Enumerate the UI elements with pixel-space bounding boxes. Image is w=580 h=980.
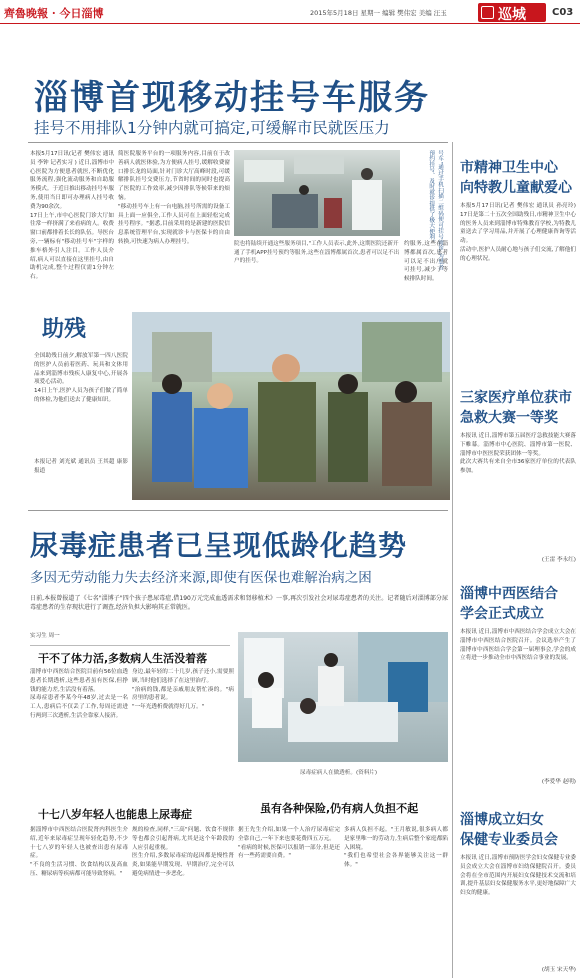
sidebar-headline-2: 三家医疗单位获市 急救大赛一等奖 bbox=[460, 390, 572, 426]
divider bbox=[28, 142, 448, 143]
assist-body: 全国助残日前夕,解放军第一四八医院的医护人员前着医药、玩具和文体用品来到淄博市残疾人康复中心,开展各项爱心活动。 14日上午,医护人员为孩子们做了简单的体检,为他们送去了健康知识。 bbox=[34, 353, 128, 403]
lead-subheadline: 挂号不用排队1分钟内就可搞定,可缓解市民就医压力 bbox=[34, 119, 390, 137]
photo-side-caption: 号车"通过手机扫描二维码便可挂号就诊,为患者预约挂号、及时就诊提供了极大便利。 bbox=[428, 150, 443, 270]
sidebar-credit-3: (李爱华 赵明) bbox=[541, 779, 576, 785]
section-icon bbox=[481, 6, 494, 19]
uremia-subheading-1: 干不了体力活,多数病人生活没着落 bbox=[38, 652, 208, 665]
sidebar-headline-4: 淄博成立妇女 保健专业委员会 bbox=[460, 812, 558, 848]
uremia-column-c: 据淄博市中西医结合医院肾内科医生介绍,近年来尿毒症呈现年轻化趋势,不少十七八岁的年轻人也被查出患有尿毒症。 "不良的生活习惯、饮食结构以及高血压、糖尿病等疾病都可能导致肾病。" bbox=[30, 827, 128, 877]
assist-heading: 助残 bbox=[42, 317, 87, 342]
sidebar-headline-3: 淄博中西医结合 学会正式成立 bbox=[460, 586, 558, 622]
sidebar-body-1: 本报5月17日讯(记者 樊伟宏 通讯员 孙亮玲) 17日是第二十五次全国助残日,市精神卫生中心的医务人员来到淄博市特殊教育学校,为特教儿童送去了学习用品,并开展了心理健康咨询等活动。 活动中,医护人员耐心地与孩子们交流,了解他们的心理状况。 bbox=[460, 203, 576, 262]
uremia-column-d: 规的检查,同样,"三高"问题、饮食不规律等也都会引起肾病,尤其是这个年龄段的人应引起重视。 医生介绍,多数尿毒症的起因都是慢性肾炎,如果能早期发现、早期治疗,完全可以避免病情进一步恶化。 bbox=[132, 827, 234, 877]
assist-credit: 本报记者 刘光斌 通讯员 王其超 康影报道 bbox=[34, 459, 128, 474]
sidebar-credit-2: (王雷 李永红) bbox=[541, 557, 576, 563]
dateline: 2015年5月18日 星期一 编辑 樊伟宏 美编 汪玉 bbox=[310, 9, 447, 17]
uremia-column-a: 淄博市中西医结合医院目前有56位血透患者长期透析,这些患者虽有医保,但挣钱的能力差,生活没有着落。 尿毒症患者李某今年48岁,过去是一名工人,患病后不仅丢了工作,每周还需进行两到三次透析,生活全靠家人接济。 bbox=[30, 669, 128, 719]
sidebar-body-3: 本报讯 近日,淄博市中西医结合学会成立大会在淄博市中西医结合医院召开。会议选举产生了淄博市中西医结合学会第一届理事会,学会的成立将进一步推动全市中西医结合事业的发展。 bbox=[460, 629, 576, 662]
uremia-headline: 尿毒症患者已呈现低龄化趋势 bbox=[30, 529, 408, 562]
dialysis-photo-caption: 尿毒症病人在做透析。(资料片) bbox=[300, 770, 378, 776]
uremia-column-e: 据王先生介绍,如果一个人治疗尿毒症完全靠自己,一年下来也要花费四五万元。 "看病的时候,医保可以报销一部分,但是还有一些药需要自费。" bbox=[238, 827, 340, 860]
sidebar-divider bbox=[452, 142, 453, 978]
mobile-registration-photo bbox=[234, 150, 400, 236]
divider bbox=[30, 645, 230, 646]
lead-column-1: 本报5月17日讯(记者 樊伟宏 通讯员 李钟 记者实习 ) 近日,淄博市中心医院为方便患者就医,不断优化服务流程,强化流动服务和自助服务模式。于近日推出移动挂号车服务,使用当日即可办理病人挂号收费为90余次。 17日上午,市中心医院门诊大厅如往常一样挤满了来看病的人。收费窗口前都排着长长的队伍。导医台旁,一辆标有"移动挂号车"字样的推车格外引人注目。工作人员介绍,病人可以直接在这里挂号,由自助机完成,整个过程仅需1分钟左右。 bbox=[30, 151, 114, 281]
uremia-byline: 实习生 周一 bbox=[30, 633, 60, 639]
lead-headline: 淄博首现移动挂号车服务 bbox=[34, 78, 430, 118]
uremia-intro: 日前,本报曾报道了《七名"淄博子"四个孩子患尿毒症,借190万元完成血透需求和肾移植术》一事,再次引发社会对尿毒症患者的关注。记者随后对淄博部分尿毒症患者的生存现状进行了调查,经济负担大影响其正常就医。 bbox=[30, 595, 448, 611]
photo-caption: 院也将陆续开通这些服务项目,"工作人员表示,此外,这期医院还新开通了手机APP挂号预约等服务,这些在淄博都属首次,患者可以足不出户的挂号。 bbox=[234, 241, 400, 264]
lead-column-3: 约服务,这些在淄博都属首次,患者可以足不出户就可挂号,减少了等候排队时间。 bbox=[404, 241, 448, 283]
section-badge bbox=[478, 3, 546, 22]
uremia-column-f: 多病人负担不起。"王月敏说,很多病人都是家里唯一的劳动力,生病后整个家庭都陷入困境。 "我们也希望社会各界能够关注这一群体。" bbox=[344, 827, 448, 869]
assist-photo bbox=[132, 312, 450, 500]
lead-column-2: 简医院服务平台的一项服务内容,目前在于改善病人就医体验,为方便病人挂号,缓解收费窗口排长龙的局面,针对门诊大厅高峰时段,可缓解排队挂号交费压力,节省时间的同时也提高了医院的工作效率,减少因排队等候带来的烦恼。 "移动挂号车上有一台电脑,挂号所需的设备工具上面一应俱全,工作人员可在上面轻松完成挂号程序。"据悉,目前采用的是新建的医院信息系统管理平台,实现就诊卡与医保卡的自由转换,可快速为病人办理挂号。 bbox=[118, 151, 230, 245]
sidebar-credit-4: (胡玉 宋天华) bbox=[541, 967, 576, 973]
dialysis-photo bbox=[238, 632, 448, 762]
section-label: 巡城 bbox=[498, 7, 526, 23]
divider bbox=[28, 510, 448, 511]
sidebar-body-2: 本报讯 近日,淄博市第五届医疗急救技能大赛落下帷幕。淄博市中心医院、淄博市第一医院、淄博市中医医院荣获团体一等奖。 此次大赛共有来自全市36家医疗单位的代表队参加。 bbox=[460, 433, 576, 475]
uremia-subheading-2: 十七八岁年轻人也能患上尿毒症 bbox=[38, 808, 192, 821]
sidebar-body-4: 本报讯 近日,淄博市预防医学会妇女保健专业委员会成立大会在淄博市妇幼保健院召开。委员会将在全市范围内开展妇女保健技术交流和培训,提升基层妇女保健服务水平,更好地保障广大妇女的健康。 bbox=[460, 855, 576, 897]
uremia-column-b: 身边,最年轻的二十几岁,孩子还小,需要照顾,当时他们选择了在这里治疗。 "治病的钱,都是亲戚朋友帮忙凑的。"病房里的患者说。 "一年光透析费就得好几万。" bbox=[132, 669, 234, 711]
sidebar-headline-1: 市精神卫生中心 向特教儿童献爱心 bbox=[460, 160, 572, 196]
uremia-subheadline: 多因无劳动能力失去经济来源,即使有医保也难解治病之困 bbox=[30, 570, 372, 586]
page-number: C03 bbox=[552, 7, 574, 18]
newspaper-brand: 齊魯晚報 · 今日淄博 bbox=[4, 7, 104, 20]
uremia-subheading-3: 虽有各种保险,仍有病人负担不起 bbox=[260, 802, 419, 815]
